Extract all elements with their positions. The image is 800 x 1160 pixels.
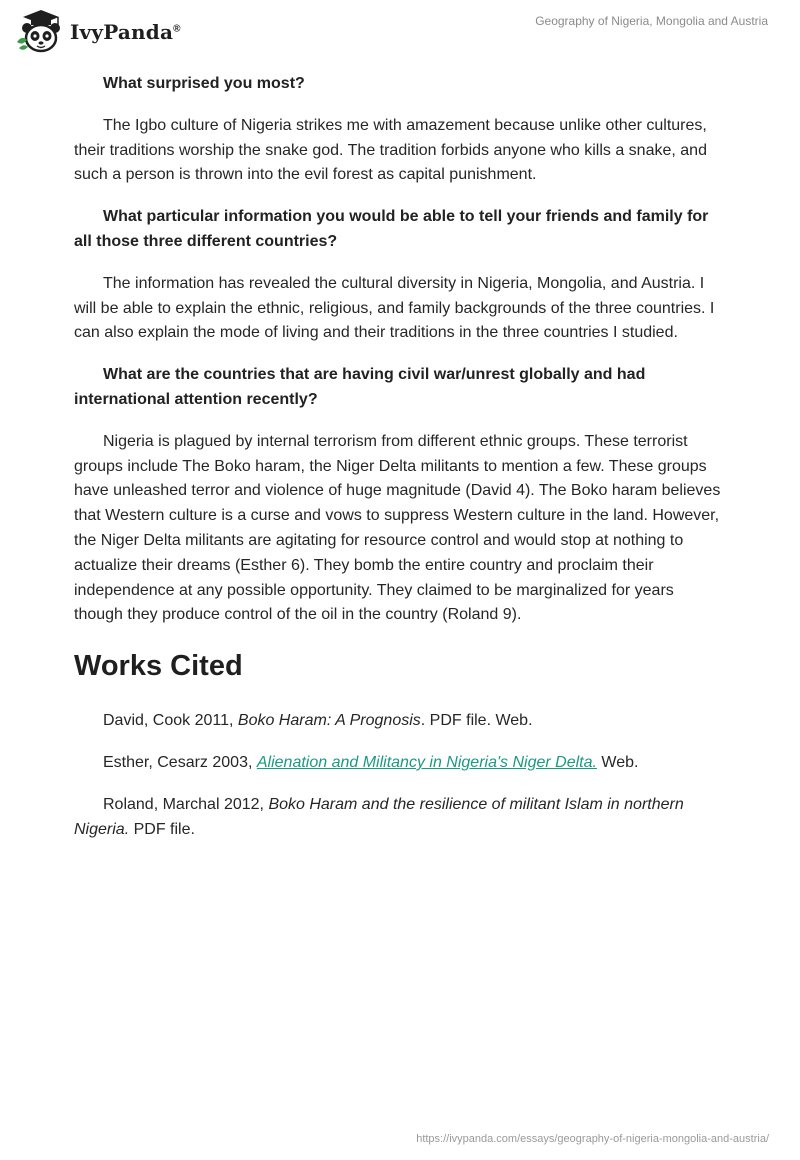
citation-author: David, Cook 2011,	[103, 712, 238, 730]
brand-name: IvyPanda®	[70, 20, 181, 44]
registered-mark: ®	[173, 23, 181, 35]
citation-entry	[74, 793, 724, 843]
citation-suffix: . PDF file. Web.	[420, 712, 533, 730]
citation-suffix: Web.	[596, 753, 639, 771]
citation-suffix: PDF file.	[129, 820, 195, 838]
answer-paragraph: The Igbo culture of Nigeria strikes me with amazement because unlike other cultures, their traditions worship the snake god. The tradition forbids anyone who kills a snake, and such a person is thrown into the evil forest as capital punishment.	[74, 116, 707, 184]
question-heading: What are the countries that are having civil war/unrest globally and had international attention recently?	[74, 366, 646, 408]
citation-entry	[74, 751, 724, 776]
panda-graduate-icon	[14, 8, 66, 54]
essay-content	[74, 72, 724, 859]
citation-link[interactable]: Alienation and Militancy in Nigeria's Niger Delta.	[256, 753, 597, 771]
question-heading: What particular information you would be able to tell your friends and family for all those three different countries?	[74, 208, 709, 250]
document-title: Geography of Nigeria, Mongolia and Austria	[535, 14, 768, 28]
works-cited-heading: Works Cited	[74, 650, 243, 683]
page-header	[0, 0, 800, 60]
ivypanda-logo[interactable]	[14, 8, 181, 54]
citation-author: Roland, Marchal 2012,	[103, 795, 269, 813]
citation-entry	[74, 709, 724, 734]
citation-title: Boko Haram and the resilience of militant Islam in northern Nigeria.	[74, 795, 684, 838]
answer-paragraph: The information has revealed the cultural diversity in Nigeria, Mongolia, and Austria. I will be able to explain the ethnic, religious, and family backgrounds of the three countries. I can also explain the mode of living and their traditions in the three countries I studied.	[74, 274, 715, 342]
question-heading: What surprised you most?	[103, 75, 305, 92]
source-url: https://ivypanda.com/essays/geography-of-nigeria-mongolia-and-austria/	[416, 1133, 769, 1145]
answer-paragraph: Nigeria is plagued by internal terrorism from different ethnic groups. These terrorist groups include The Boko haram, the Niger Delta militants to mention a few. These groups have unleashed terror and violence of huge magnitude (David 4). The Boko haram believes that Western culture is a curse and vows to suppress Western culture in the land. However, the Niger Delta militants are agitating for resource control and would stop at nothing to actualize their dreams (Esther 6). They bomb the entire country and proclaim their independence at any possible opportunity. They claimed to be marginalized for years though they produce control of the oil in the country (Roland 9).	[74, 432, 721, 624]
citation-author: Esther, Cesarz 2003,	[103, 753, 257, 771]
citation-title: Boko Haram: A Prognosis	[237, 712, 421, 730]
